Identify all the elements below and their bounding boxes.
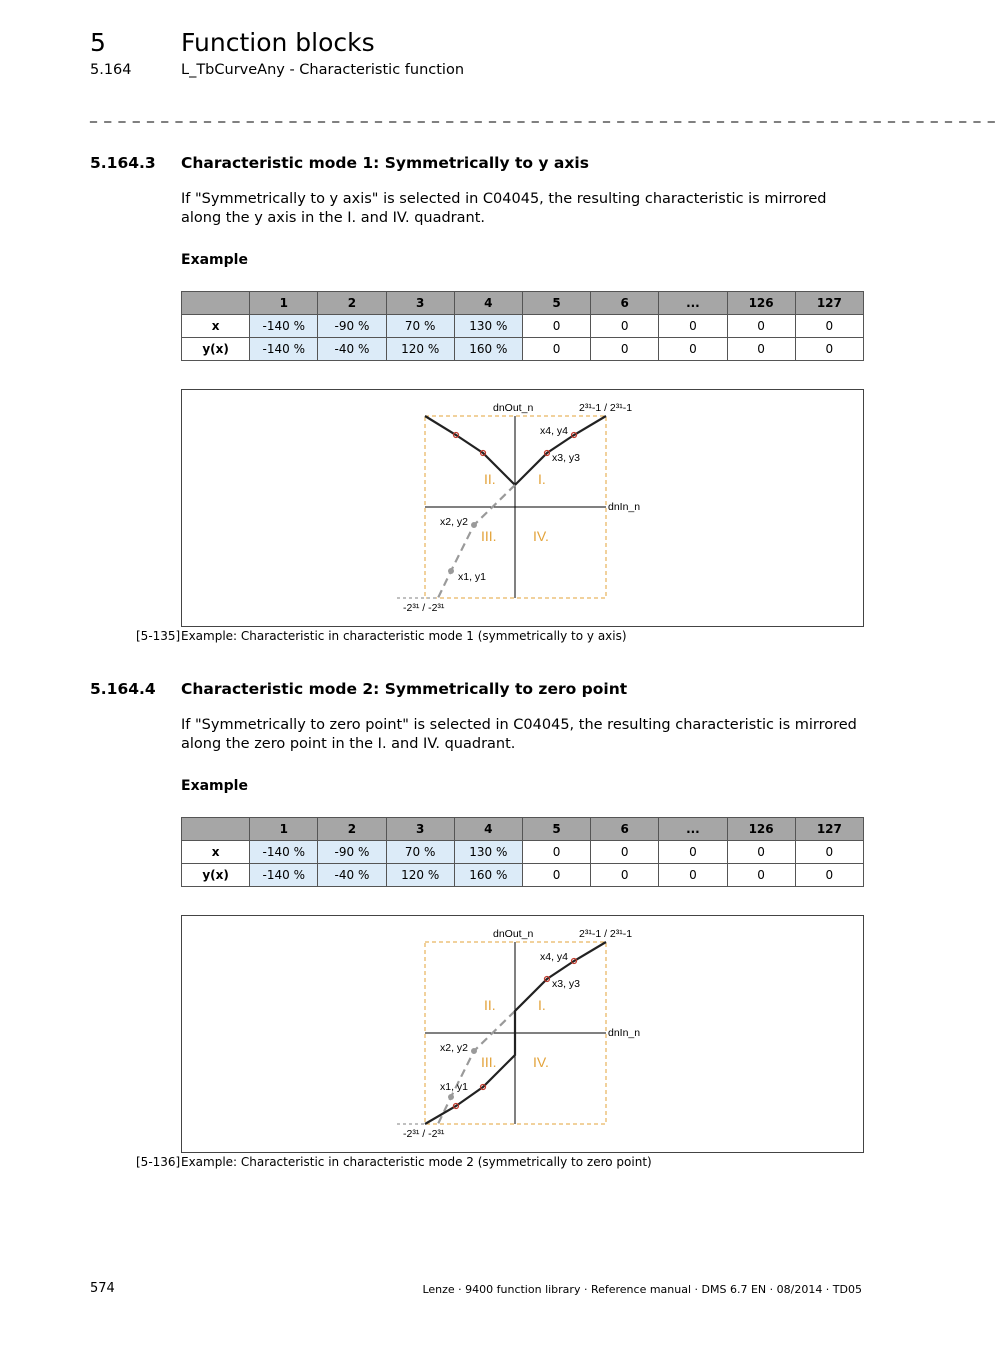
table-header-cell: 3 bbox=[386, 818, 454, 841]
table-cell: 0 bbox=[522, 841, 590, 864]
table-header-cell: 5 bbox=[522, 818, 590, 841]
table-cell: 0 bbox=[727, 315, 795, 338]
y-axis-label: dnOut_n bbox=[493, 402, 534, 414]
subsection-number: 5.164.3 bbox=[90, 154, 156, 172]
caption-text: Example: Characteristic in characteristic mode 2 (symmetrically to zero point) bbox=[181, 1155, 652, 1169]
page-number: 574 bbox=[90, 1281, 115, 1296]
caption-number: [5-135] bbox=[136, 629, 181, 643]
table-cell: 0 bbox=[727, 864, 795, 887]
table-cell: -40 % bbox=[318, 338, 386, 361]
table-cell: 70 % bbox=[386, 315, 454, 338]
table-cell: 0 bbox=[659, 864, 727, 887]
point-label: x3, y3 bbox=[552, 452, 581, 464]
table-header-cell: 127 bbox=[795, 292, 863, 315]
quadrant-label: III. bbox=[481, 1054, 497, 1070]
point-label: x3, y3 bbox=[552, 978, 581, 990]
table-header-cell: 5 bbox=[522, 292, 590, 315]
table-header-cell bbox=[182, 292, 250, 315]
table-header-cell: 1 bbox=[250, 818, 318, 841]
point-marker bbox=[449, 1095, 454, 1100]
quadrant-label: I. bbox=[538, 471, 546, 487]
table-cell: 0 bbox=[591, 841, 659, 864]
row-label: y(x) bbox=[182, 338, 250, 361]
point-label: x4, y4 bbox=[540, 951, 569, 963]
table-cell: 0 bbox=[522, 338, 590, 361]
table-cell: -140 % bbox=[250, 841, 318, 864]
table-header-cell: ... bbox=[659, 818, 727, 841]
figure-box bbox=[181, 389, 864, 627]
table-header-cell bbox=[182, 818, 250, 841]
table-header-cell: ... bbox=[659, 292, 727, 315]
point-label: x2, y2 bbox=[440, 516, 469, 528]
table-cell: 0 bbox=[727, 338, 795, 361]
example-table bbox=[181, 291, 864, 361]
table-cell: 0 bbox=[659, 315, 727, 338]
paragraph: If "Symmetrically to y axis" is selected in C04045, the resulting characteristic is mirrored along the y axis in the I. and IV. quadrant. bbox=[181, 191, 827, 226]
quadrant-label: III. bbox=[481, 528, 497, 544]
table-cell: 70 % bbox=[386, 841, 454, 864]
point-label: x2, y2 bbox=[440, 1042, 469, 1054]
section-title: L_TbCurveAny - Characteristic function bbox=[181, 62, 465, 78]
table-row bbox=[182, 338, 864, 361]
table-cell: 0 bbox=[795, 864, 863, 887]
subsection-title: Characteristic mode 2: Symmetrically to zero point bbox=[181, 680, 628, 698]
quadrant-label: II. bbox=[484, 471, 496, 487]
chapter-number: 5 bbox=[90, 28, 106, 57]
table-header-cell: 6 bbox=[591, 818, 659, 841]
table-header-cell: 2 bbox=[318, 292, 386, 315]
point-label: x1, y1 bbox=[440, 1081, 469, 1093]
table-header-cell: 1 bbox=[250, 292, 318, 315]
table-cell: 0 bbox=[659, 841, 727, 864]
table-header-cell: 126 bbox=[727, 818, 795, 841]
table-cell: 0 bbox=[659, 338, 727, 361]
point-label: x1, y1 bbox=[458, 571, 487, 583]
table-cell: 0 bbox=[591, 338, 659, 361]
quadrant-label: II. bbox=[484, 997, 496, 1013]
table-row bbox=[182, 841, 864, 864]
table-cell: 160 % bbox=[454, 338, 522, 361]
figure-caption bbox=[136, 1155, 652, 1169]
table-cell: 0 bbox=[795, 841, 863, 864]
subsection-number: 5.164.4 bbox=[90, 680, 156, 698]
point-marker bbox=[449, 569, 454, 574]
header-divider: _ _ _ _ _ _ _ _ _ _ _ _ _ _ _ _ _ _ _ _ _ _ _ _ _ _ _ _ _ _ _ _ _ _ _ _ _ _ _ _ _ _ _ _ _ _ _ _ _ _ _ _ _ _ _ _ _ _ _ _ _ _ _ _ bbox=[90, 107, 996, 123]
characteristic-diagram bbox=[182, 916, 863, 1152]
point-label: x4, y4 bbox=[540, 425, 569, 437]
table-header-cell: 3 bbox=[386, 292, 454, 315]
figure-box bbox=[181, 915, 864, 1153]
table-cell: -140 % bbox=[250, 315, 318, 338]
table-cell: 0 bbox=[795, 338, 863, 361]
example-table bbox=[181, 817, 864, 887]
table-cell: 0 bbox=[591, 864, 659, 887]
point-marker bbox=[472, 523, 477, 528]
table-cell: 130 % bbox=[454, 315, 522, 338]
y-axis-label: dnOut_n bbox=[493, 928, 534, 940]
table-cell: 0 bbox=[727, 841, 795, 864]
min-label: -2³¹ / -2³¹ bbox=[403, 1128, 445, 1140]
table-cell: 0 bbox=[522, 315, 590, 338]
caption-number: [5-136] bbox=[136, 1155, 181, 1169]
table-cell: 120 % bbox=[386, 864, 454, 887]
row-label: y(x) bbox=[182, 864, 250, 887]
x-axis-label: dnIn_n bbox=[608, 501, 641, 513]
min-label: -2³¹ / -2³¹ bbox=[403, 602, 445, 614]
characteristic-diagram bbox=[182, 390, 863, 626]
example-label: Example bbox=[181, 778, 248, 794]
example-label: Example bbox=[181, 252, 248, 268]
point-marker bbox=[472, 1049, 477, 1054]
table-cell: -140 % bbox=[250, 864, 318, 887]
table-cell: 120 % bbox=[386, 338, 454, 361]
row-label: x bbox=[182, 315, 250, 338]
table-cell: -140 % bbox=[250, 338, 318, 361]
subsection-title: Characteristic mode 1: Symmetrically to y axis bbox=[181, 154, 589, 172]
table-header-row bbox=[182, 292, 864, 315]
max-label: 2³¹-1 / 2³¹-1 bbox=[579, 928, 633, 940]
chapter-title: Function blocks bbox=[181, 28, 375, 57]
quadrant-label: IV. bbox=[533, 1054, 549, 1070]
caption-text: Example: Characteristic in characteristic mode 1 (symmetrically to y axis) bbox=[181, 629, 627, 643]
table-header-cell: 6 bbox=[591, 292, 659, 315]
quadrant-label: I. bbox=[538, 997, 546, 1013]
table-cell: 0 bbox=[795, 315, 863, 338]
table-row bbox=[182, 315, 864, 338]
table-cell: 0 bbox=[522, 864, 590, 887]
paragraph: If "Symmetrically to zero point" is selected in C04045, the resulting characteristic is mirrored along the zero point in the I. and IV. quadrant. bbox=[181, 717, 857, 752]
section-number: 5.164 bbox=[90, 62, 132, 78]
table-cell: -90 % bbox=[318, 841, 386, 864]
table-cell: -40 % bbox=[318, 864, 386, 887]
table-cell: 0 bbox=[591, 315, 659, 338]
table-cell: -90 % bbox=[318, 315, 386, 338]
table-header-cell: 4 bbox=[454, 818, 522, 841]
quadrant-label: IV. bbox=[533, 528, 549, 544]
footer-text: Lenze · 9400 function library · Reference manual · DMS 6.7 EN · 08/2014 · TD05 bbox=[422, 1283, 862, 1296]
table-header-row bbox=[182, 818, 864, 841]
row-label: x bbox=[182, 841, 250, 864]
table-cell: 130 % bbox=[454, 841, 522, 864]
table-row bbox=[182, 864, 864, 887]
table-cell: 160 % bbox=[454, 864, 522, 887]
table-header-cell: 2 bbox=[318, 818, 386, 841]
table-header-cell: 127 bbox=[795, 818, 863, 841]
figure-caption bbox=[136, 629, 627, 643]
max-label: 2³¹-1 / 2³¹-1 bbox=[579, 402, 633, 414]
table-header-cell: 4 bbox=[454, 292, 522, 315]
x-axis-label: dnIn_n bbox=[608, 1027, 641, 1039]
table-header-cell: 126 bbox=[727, 292, 795, 315]
